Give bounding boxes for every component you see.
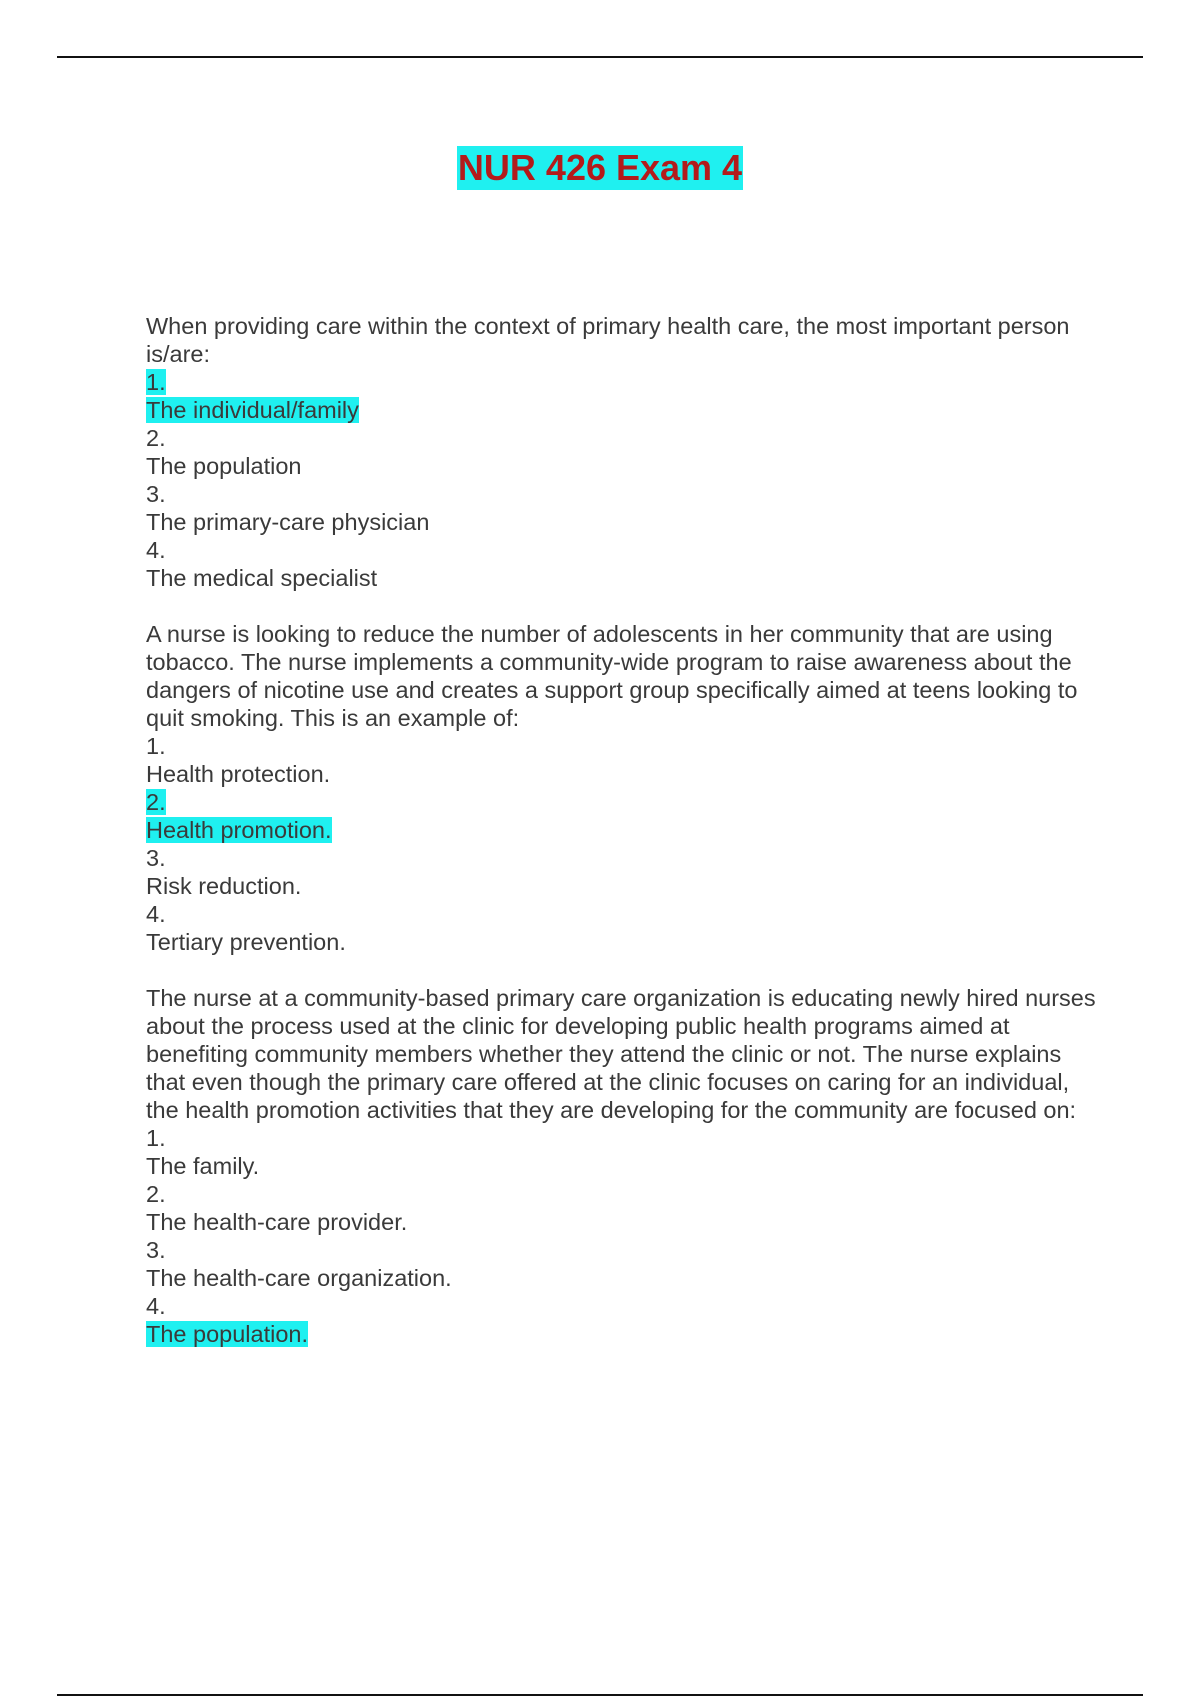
option-number: 4. (146, 537, 166, 563)
option-number: 2. (146, 1181, 166, 1207)
option-number (146, 368, 1096, 396)
title-container (0, 146, 1200, 190)
option-text: Risk reduction. (146, 873, 302, 899)
option-number: 4. (146, 1293, 166, 1319)
option-text (146, 396, 1096, 424)
option-text: The medical specialist (146, 565, 378, 591)
top-rule (57, 56, 1143, 58)
question-text: When providing care within the context of primary health care, the most important person is/are: (146, 313, 1070, 367)
option-number: 2. (146, 425, 166, 451)
option-number: 4. (146, 901, 166, 927)
option-text (146, 1320, 1096, 1348)
option-number: 3. (146, 845, 166, 871)
option-text: The primary-care physician (146, 509, 430, 535)
option-number: 1. (146, 733, 166, 759)
option-text: Tertiary prevention. (146, 929, 346, 955)
question-text: The nurse at a community-based primary care organization is educating newly hired nurses about the process used at the clinic for developing public health programs aimed at benefiting community members whether they attend the clinic or not. The nurse explains that even though the primary care offered at the clinic focuses on caring for an individual, the health promotion activities that they are developing for the community are focused on: (146, 985, 1096, 1123)
option-number-label: 1. (146, 369, 166, 395)
option-text (146, 816, 1096, 844)
option-answer-highlighted: Health promotion. (146, 817, 332, 843)
option-text: The family. (146, 1153, 260, 1179)
page-title: NUR 426 Exam 4 (457, 147, 743, 188)
option-answer-highlighted: The individual/family (146, 397, 359, 423)
option-number (146, 788, 1096, 816)
question-text: A nurse is looking to reduce the number of adolescents in her community that are using tobacco. The nurse implements a community-wide program to raise awareness about the dangers of nicotine use and creates a support group specifically aimed at teens looking to quit smoking. This is an example of: (146, 621, 1078, 731)
question-3 (146, 984, 1096, 1348)
option-number: 3. (146, 481, 166, 507)
bottom-rule (57, 1694, 1143, 1696)
option-text: The health-care provider. (146, 1209, 408, 1235)
option-number: 3. (146, 1237, 166, 1263)
question-1 (146, 312, 1096, 592)
question-2 (146, 620, 1096, 956)
option-text: The health-care organization. (146, 1265, 452, 1291)
questions-container (146, 312, 1096, 1376)
option-text: The population (146, 453, 302, 479)
option-number-label: 2. (146, 789, 166, 815)
option-number: 1. (146, 1125, 166, 1151)
option-answer-highlighted: The population. (146, 1321, 309, 1347)
option-text: Health protection. (146, 761, 331, 787)
